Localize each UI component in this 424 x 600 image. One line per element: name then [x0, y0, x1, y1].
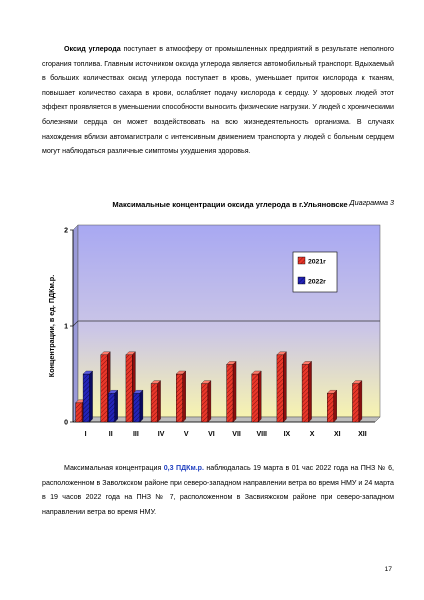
- bar-2022г-I: [83, 374, 90, 422]
- bar-2021г-III: [126, 355, 132, 422]
- x-tick-label: XII: [358, 431, 367, 438]
- bar-side-2021г-IV: [158, 381, 161, 422]
- legend-swatch-2021г: [298, 257, 305, 264]
- bar-side-2021г-V: [183, 371, 186, 422]
- bar-2021г-IV: [151, 384, 158, 422]
- x-tick-label: III: [132, 431, 139, 438]
- bar-2021г-VII: [227, 364, 234, 422]
- max-concentration-value: 0,3 ПДКм.р.: [163, 464, 204, 472]
- x-tick-label: II: [108, 431, 113, 438]
- y-tick-label: 2: [64, 227, 68, 235]
- bar-side-2021г-IX: [283, 352, 286, 422]
- term-carbon-monoxide: Оксид углерода: [64, 45, 121, 53]
- bar-2021г-X: [302, 364, 309, 422]
- y-axis-label: Концентрации, в ед. ПДКм.р.: [47, 274, 56, 378]
- bar-side-2021г-VI: [208, 381, 211, 422]
- y-tick-label: 1: [64, 323, 68, 331]
- diagram-label: Диаграмма 3: [349, 198, 394, 207]
- bar-side-2021г-XII: [359, 381, 362, 422]
- chart-title: Максимальные концентрации оксида углерода в г.Ульяновске: [112, 200, 348, 209]
- bar-2021г-IX: [277, 355, 284, 422]
- x-tick-label: XI: [333, 431, 341, 438]
- x-tick-label: VII: [232, 431, 241, 438]
- bar-2021г-II: [101, 355, 108, 422]
- bar-side-2022г-I: [90, 371, 93, 422]
- bar-2021г-XI: [327, 393, 334, 422]
- bar-side-2021г-VIII: [258, 371, 261, 422]
- bar-2021г-VIII: [252, 374, 259, 422]
- legend-label-2022г: 2022г: [308, 278, 326, 286]
- bar-2022г-II: [108, 393, 115, 422]
- conclusion-text: [42, 461, 394, 519]
- legend-swatch-2022г: [298, 277, 305, 284]
- page-number: 17: [384, 566, 392, 573]
- x-tick-label: IX: [283, 431, 291, 438]
- bar-side-2022г-II: [115, 390, 118, 422]
- x-tick-label: I: [84, 431, 87, 438]
- bar-2021г-V: [176, 374, 183, 422]
- x-tick-label: X: [309, 431, 315, 438]
- bar-side-2021г-VII: [233, 361, 236, 422]
- intro-paragraph-text: поступает в атмосферу от промышленных предприятий в результате неполного сгорания топлива. Главным источником оксида углерода является автомобильный транспорт. Вдыхаемый в больших количествах оксид углерода поступает в кровь, уменьшает приток кислорода к тканям, повышает количество сахара в крови, ослабляет подачу кислорода к сердцу. У здоровых людей этот эффект проявляется в уменьшении способности выносить физические нагрузки. У людей с хроническими болезнями сердца он может воздействовать на всю жизнедеятельность организма. В случаях нахождения вблизи автомагистрали с интенсивным движением транспорта у людей с больным сердцем могут наблюдаться различные симптомы ухудшения здоровья.: [42, 45, 394, 156]
- bar-side-2021г-X: [309, 361, 312, 422]
- x-tick-label: VI: [208, 431, 215, 438]
- bar-2021г-XII: [352, 384, 359, 422]
- x-tick-label: IV: [157, 431, 165, 438]
- bar-side-2022г-III: [140, 390, 143, 422]
- conclusion-paragraph: [42, 461, 394, 519]
- bar-side-2021г-XI: [334, 390, 337, 422]
- bar-2021г-VI: [201, 384, 208, 422]
- y-tick-label: 0: [64, 419, 68, 427]
- conclusion-prefix: Максимальная концентрация: [64, 464, 164, 472]
- legend-label-2021г: 2021г: [308, 258, 326, 266]
- x-tick-label: V: [183, 431, 189, 438]
- bar-2022г-III: [133, 393, 140, 422]
- conclusion-suffix: наблюдалась 19 марта в 01 час 2022 года на ПНЗ № 6, расположенном в Заволжском районе при северо-западном направлении ветра во время НМУ и 24 марта в 19 часов 2022 года на ПНЗ № 7, расположенном в Засвияжском районе при северо-западном направлении ветра во время НМУ.: [42, 464, 395, 516]
- bar-2021г-I: [76, 403, 83, 422]
- x-tick-label: VIII: [256, 431, 268, 438]
